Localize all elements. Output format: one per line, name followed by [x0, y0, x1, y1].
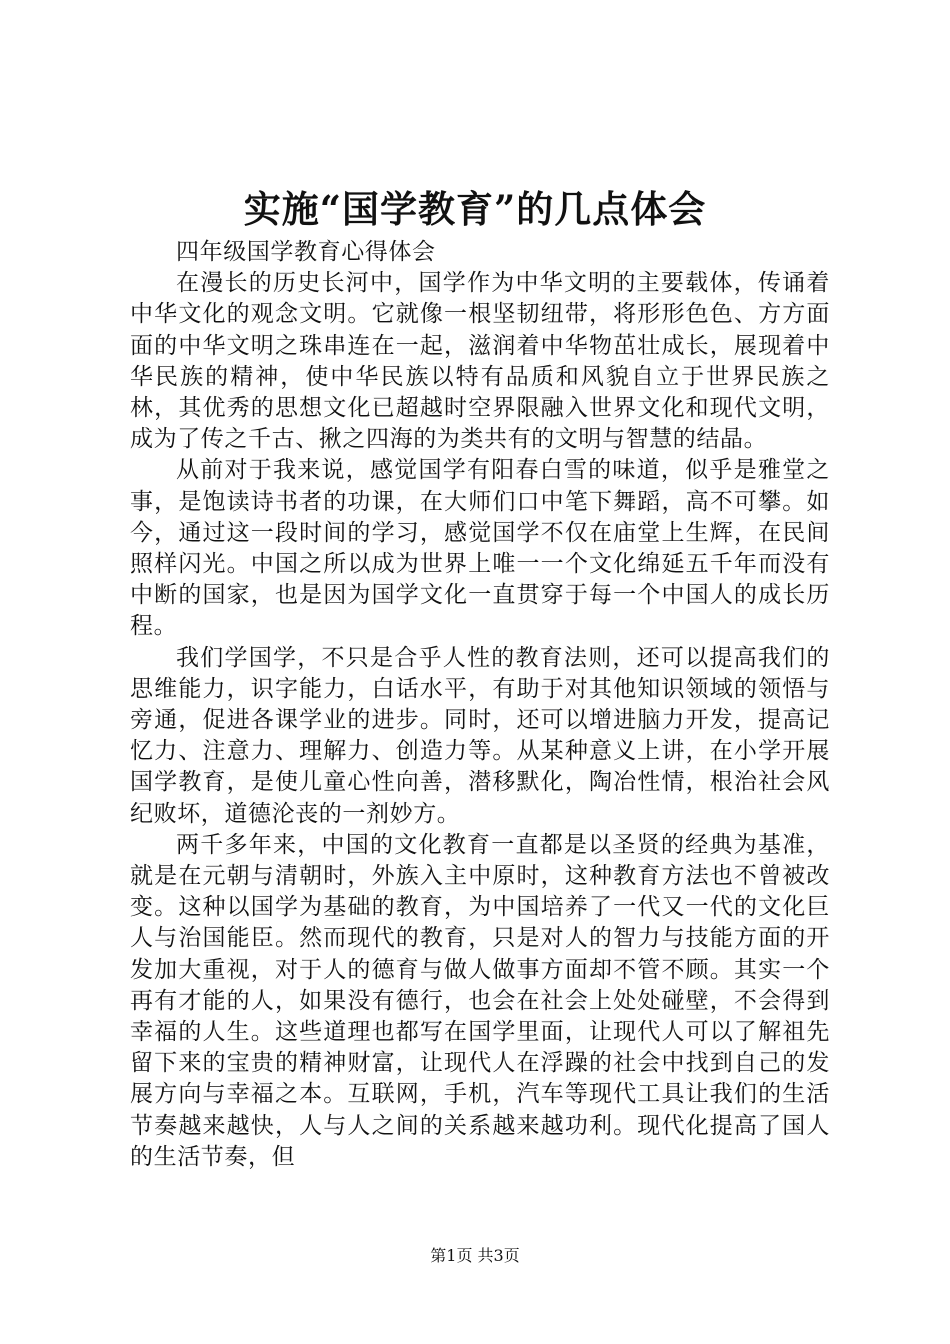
document-title: 实施“国学教育”的几点体会	[243, 187, 707, 231]
paragraph: 从前对于我来说，感觉国学有阳春白雪的味道，似乎是雅堂之事，是饱读诗书者的功课，在大师们口中笔下舞蹈，高不可攀。如今，通过这一段时间的学习，感觉国学不仅在庙堂上生辉，在民间照样闪光。中国之所以成为世界上唯一一个文化绵延五千年而没有中断的国家，也是因为国学文化一直贯穿于每一个中国人的成长历程。	[130, 457, 830, 640]
document-body	[130, 237, 830, 1173]
paragraph: 两千多年来，中国的文化教育一直都是以圣贤的经典为基准，就是在元朝与清朝时，外族入主中原时，这种教育方法也不曾被改变。这种以国学为基础的教育，为中国培养了一代又一代的文化巨人与治国能臣。然而现代的教育，只是对人的智力与技能方面的开发加大重视，对于人的德育与做人做事方面却不管不顾。其实一个再有才能的人，如果没有德行，也会在社会上处处碰壁，不会得到幸福的人生。这些道理也都写在国学里面，让现代人可以了解祖先留下来的宝贵的精神财富，让现代人在浮躁的社会中找到自己的发展方向与幸福之本。互联网，手机，汽车等现代工具让我们的生活节奏越来越快，人与人之间的关系越来越功利。现代化提高了国人的生活节奏，但	[130, 831, 830, 1170]
document-subtitle: 四年级国学教育心得体会	[176, 239, 436, 265]
page-number: 第1页 共3页	[430, 1246, 520, 1265]
paragraph: 在漫长的历史长河中，国学作为中华文明的主要载体，传诵着中华文化的观念文明。它就像一根坚韧纽带，将形形色色、方方面面的中华文明之珠串连在一起，滋润着中华物茁壮成长，展现着中华民族的精神，使中华民族以特有品质和风貌自立于世界民族之林，其优秀的思想文化已超越时空界限融入世界文化和现代文明，成为了传之千古、揪之四海的为类共有的文明与智慧的结晶。	[130, 270, 830, 453]
page-footer	[0, 1245, 950, 1267]
paragraph: 我们学国学，不只是合乎人性的教育法则，还可以提高我们的思维能力，识字能力，白话水平，有助于对其他知识领域的领悟与旁通，促进各课学业的进步。同时，还可以增进脑力开发，提高记忆力、注意力、理解力、创造力等。从某种意义上讲，在小学开展国学教育，是使儿童心性向善，潜移默化，陶冶性情，根治社会风纪败坏，道德沦丧的一剂妙方。	[130, 644, 830, 827]
